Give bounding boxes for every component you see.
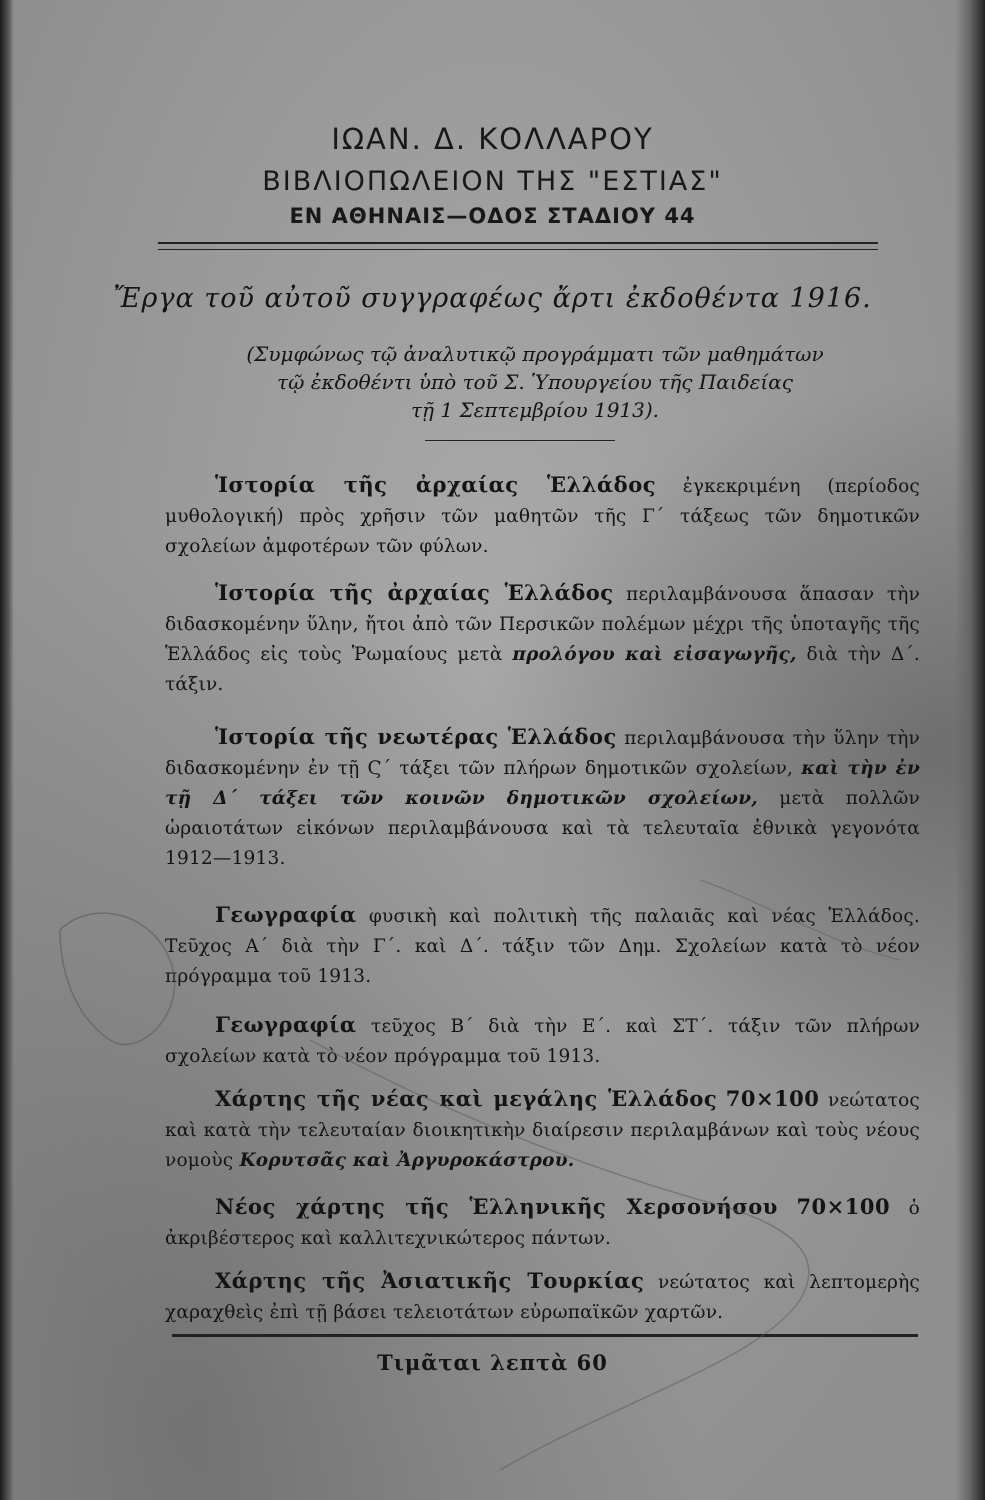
- entry-title: Ἱστορία τῆς ἀρχαίας Ἑλλάδος: [215, 580, 614, 605]
- entry-text: τεῦχος Β΄ διὰ τὴν Ε΄. καὶ ΣΤ΄. τάξιν τῶν πλήρων σχολείων κατὰ τὸ νέον πρόγραμμα τοῦ 1913.: [165, 1016, 920, 1067]
- entry-text: νεώτατος καὶ λεπτομερὴς χαραχθεὶς ἐπὶ τῇ βάσει τελειοτάτων εὐρωπαϊκῶν χαρτῶν.: [165, 1272, 920, 1323]
- entry-text: νεώτατος καὶ κατὰ τὴν τελευταίαν διοικητικὴν διαίρεσιν περιλαμβάνων καὶ τοὺς νέους νομοὺς: [165, 1090, 920, 1171]
- bookshop-name: ΒΙΒΛΙΟΠΩΛΕΙΟΝ ΤΗΣ "ΕΣΤΙΑΣ": [262, 166, 723, 197]
- entry-title: Χάρτης τῆς Ἀσιατικῆς Τουρκίας: [215, 1268, 645, 1293]
- entry-title: Ἱστορία τῆς νεωτέρας Ἑλλάδος: [215, 724, 617, 749]
- entry-title: Ἱστορία τῆς ἀρχαίας Ἑλλάδος: [215, 472, 656, 497]
- entry-title: Γεωγραφία: [215, 902, 357, 927]
- entry-title: Γεωγραφία: [215, 1012, 357, 1037]
- entry-emphasis: καὶ τὴν ἐν τῇ Δ΄ τάξει τῶν κοινῶν δημοτικῶν σχολείων,: [165, 758, 920, 809]
- entry-text: ὁ ἀκριβέστερος καὶ καλλιτεχνικώτερος πάντων.: [165, 1198, 920, 1249]
- works-title: Ἔργα τοῦ αὐτοῦ συγγραφέως ἄρτι ἐκδοθέντα 1916.: [113, 283, 872, 314]
- map-size: 70×100: [725, 1086, 820, 1111]
- map-size: 70×100: [796, 1194, 891, 1219]
- price-label: Τιμᾶται λεπτὰ 60: [377, 1350, 608, 1375]
- entry-text: περιλαμβάνουσα ἅπασαν τὴν διδασκομένην ὕλην, ἤτοι ἀπὸ τῶν Περσικῶν πολέμων μέχρι τῆς ὑποταγῆς τῆς Ἑλλάδος εἰς τοὺς Ῥωμαίους μετὰ: [165, 584, 920, 665]
- entry-text-after: διὰ τὴν Δ΄. τάξιν.: [165, 644, 920, 695]
- bookshop-address: ΕΝ ΑΘΗΝΑΙΣ—ΟΔΟΣ ΣΤΑΔΙΟΥ 44: [289, 204, 696, 228]
- syllabus-note-line: τῷ ἐκδοθέντι ὑπὸ τοῦ Σ. Ὑπουργείου τῆς Παιδείας: [277, 370, 793, 394]
- entry-title: Χάρτης τῆς νέας καὶ μεγάλης Ἑλλάδος: [215, 1086, 718, 1111]
- entry-text: φυσικὴ καὶ πολιτικὴ τῆς παλαιᾶς καὶ νέας Ἑλλάδος. Τεῦχος Α΄ διὰ τὴν Γ΄. καὶ Δ΄. τάξιν τῶν Δημ. Σχολείων κατὰ τὸ νέον πρόγραμμα τοῦ 1913.: [165, 906, 920, 987]
- entry-title: Νέος χάρτης τῆς Ἑλληνικῆς Χερσονήσου: [215, 1194, 778, 1219]
- publisher-name: ΙΩΑΝ. Δ. ΚΟΛΛΑΡΟΥ: [331, 122, 654, 156]
- entry-text-after: μετὰ πολλῶν ὡραιοτάτων εἰκόνων περιλαμβάνουσα καὶ τὰ τελευταῖα ἐθνικὰ γεγονότα 1912—1913.: [165, 788, 920, 869]
- entry-emphasis: Κορυτσᾶς καὶ Ἀργυροκάστρου.: [239, 1150, 575, 1171]
- entry-text: ἐγκεκριμένη (περίοδος μυθολογική) πρὸς χρῆσιν τῶν μαθητῶν τῆς Γ΄ τάξεως τῶν δημοτικῶν σχολείων ἀμφοτέρων τῶν φύλων.: [165, 476, 920, 557]
- entry-text: περιλαμβάνουσα τὴν ὕλην τὴν διδασκομένην ἐν τῇ Ϛ΄ τάξει τῶν πλήρων δημοτικῶν σχολείων,: [165, 728, 921, 779]
- entry-emphasis: προλόγου καὶ εἰσαγωγῆς,: [512, 644, 797, 665]
- syllabus-note-line: (Συμφώνως τῷ ἀναλυτικῷ προγράμματι τῶν μαθημάτων: [246, 342, 824, 366]
- syllabus-note-line: τῇ 1 Σεπτεμβρίου 1913).: [410, 398, 660, 422]
